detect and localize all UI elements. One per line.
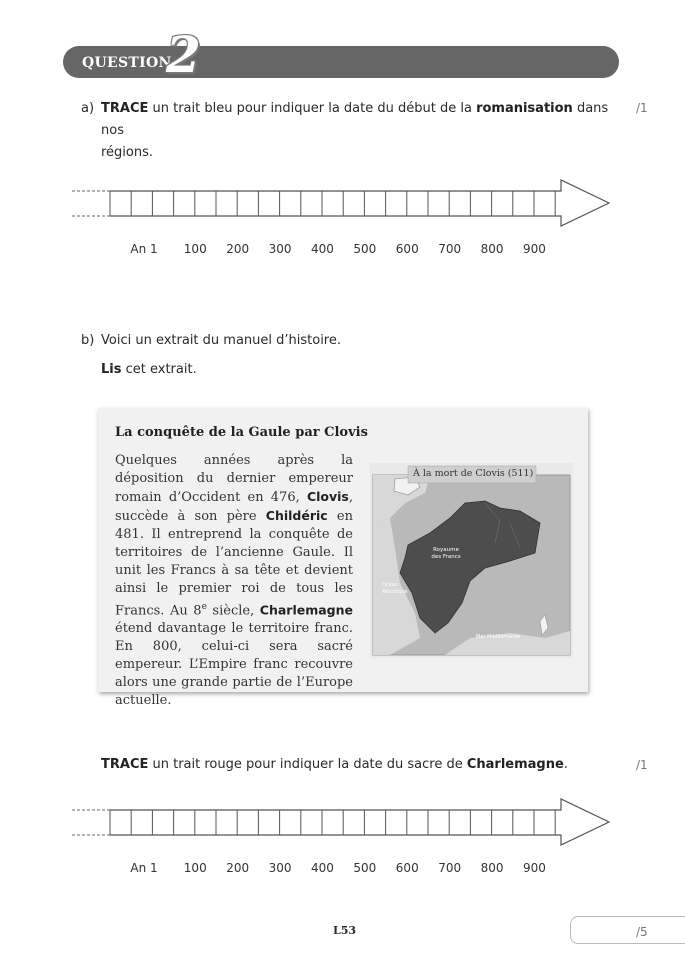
extract-p5: étend davantage le territoire franc. En 800, celui-ci sera sacré empereur. L’Empire franc recouvre alors une grande partie de l’Europe actuelle. [115, 621, 353, 709]
timeline-label: An 1 [130, 242, 158, 256]
part-b-marker: b) [81, 333, 95, 348]
timeline-label: 500 [353, 242, 377, 256]
total-score: /5 [636, 925, 648, 939]
part-c-text1: un trait rouge pour indiquer la date du sacre de [148, 757, 467, 772]
part-c-instruction [101, 754, 621, 776]
extract-charlemagne: Charlemagne [259, 602, 353, 618]
timeline-label: 100 [183, 242, 207, 256]
timeline-label: 200 [226, 861, 250, 875]
extract-p2: , succède à son père [115, 490, 353, 524]
part-b-read-verb: Lis [101, 362, 122, 377]
timeline-label: 200 [226, 242, 250, 256]
timeline-label: 800 [480, 242, 504, 256]
extract-title: La conquête de la Gaule par Clovis [115, 425, 368, 440]
timeline-label: 800 [480, 861, 504, 875]
timeline-1[interactable] [70, 178, 615, 238]
part-a-text1: un trait bleu pour indiquer la date du début de la [148, 101, 477, 116]
timeline-label: 600 [395, 861, 419, 875]
part-a-instruction [101, 98, 621, 164]
part-c-keyword: Charlemagne [466, 757, 564, 772]
extract-clovis: Clovis [306, 489, 349, 504]
timeline-2[interactable] [70, 797, 615, 857]
extract-p1: Quelques années après la déposition du dernier empereur romain d’Occident en 476, [115, 453, 353, 505]
question-number: 2 [166, 25, 201, 84]
map-ocean-label: Océan Atlantique [382, 582, 408, 595]
timeline-label: 900 [523, 861, 546, 875]
extract-sup: e [201, 602, 207, 612]
question-label: QUESTION [82, 55, 172, 71]
total-score-box [570, 916, 685, 944]
part-c-score: /1 [636, 758, 648, 772]
extract-p4: siècle, [206, 603, 260, 619]
part-a-verb: TRACE [101, 101, 149, 116]
part-a-keyword: romanisation [476, 101, 573, 116]
timeline-label: 300 [268, 861, 292, 875]
timeline-label: 100 [183, 861, 207, 875]
part-a-line2: régions. [101, 145, 154, 160]
timeline-label: An 1 [130, 861, 158, 875]
timeline-label: 900 [523, 242, 546, 256]
timeline-label: 300 [268, 242, 292, 256]
extract-body [115, 452, 353, 710]
part-b-read [101, 359, 197, 381]
timeline-label: 600 [395, 242, 419, 256]
part-b-intro: Voici un extrait du manuel d’histoire. [101, 333, 341, 348]
extract-p3: en 481. Il entreprend la conquête de territoires de l’ancienne Gaule. Il unit les Francs à sa tête et devient ainsi le premier roi de tous les Francs. Au 8 [115, 509, 353, 619]
timeline-label: 400 [311, 242, 334, 256]
part-a-score: /1 [636, 101, 648, 115]
timeline-label: 400 [311, 861, 334, 875]
extract-childeric: Childéric [265, 508, 328, 523]
part-a-text2: dans nos [101, 101, 609, 138]
part-c-text2: . [563, 757, 568, 772]
map-kingdom-label: Royaume des Francs [431, 547, 461, 560]
timeline-label: 700 [438, 861, 462, 875]
part-c-verb: TRACE [101, 757, 149, 772]
timeline-label: 700 [438, 242, 462, 256]
part-a-marker: a) [81, 101, 95, 116]
clovis-map [370, 463, 573, 658]
map-title: À la mort de Clovis (511) [413, 468, 534, 479]
timeline-label: 500 [353, 861, 377, 875]
map-sea-label: Mer Méditerranée [476, 634, 521, 640]
part-b-read-text: cet extrait. [121, 362, 197, 377]
page-code: L53 [333, 924, 357, 937]
